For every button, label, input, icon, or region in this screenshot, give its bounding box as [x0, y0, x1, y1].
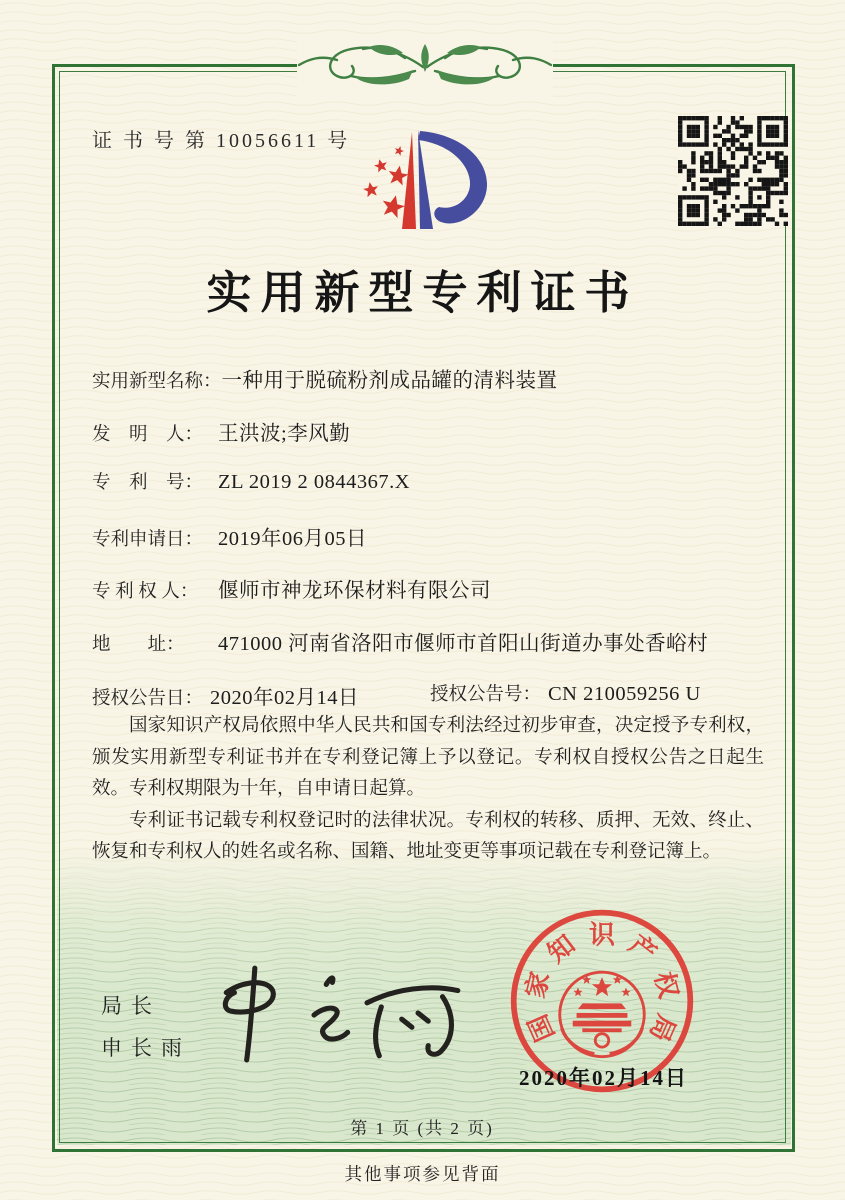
legal-paragraph: 国家知识产权局依照中华人民共和国专利法经过初步审查，决定授予专利权，颁发实用新型专利证书并在专利登记簿上予以登记。专利权自授权公告之日起生效。专利权期限为十年，自申请日起算。: [92, 716, 764, 799]
grant-number-pair: [430, 680, 701, 706]
grant-date-pair: [92, 680, 359, 710]
cnipa-logo-icon: [352, 126, 494, 246]
seal-date: 2020年02月14日: [519, 1066, 688, 1090]
commissioner-name: 申长雨: [101, 1036, 191, 1060]
grant-number-label: 授权公告号：: [430, 685, 542, 705]
svg-text:局: 局: [643, 1010, 681, 1046]
field-value: 2019年06月05日: [218, 527, 367, 550]
svg-text:产: 产: [623, 929, 662, 969]
legal-text: [92, 711, 764, 869]
field-value: 王洪波;李风勤: [218, 422, 351, 445]
grant-date-label: 授权公告日：: [92, 689, 204, 709]
field-row: [92, 573, 782, 626]
field-value: 471000 河南省洛阳市偃师市首阳山街道办事处香峪村: [218, 632, 709, 655]
field-row: [92, 626, 782, 679]
legal-paragraph: 专利证书记载专利权登记时的法律状况。专利权的转移、质押、无效、终止、恢复和专利权人的姓名或名称、国籍、地址变更等事项记载在专利登记簿上。: [92, 810, 764, 862]
field-value: ZL 2019 2 0844367.X: [218, 471, 411, 493]
grant-date-value: 2020年02月14日: [210, 687, 359, 709]
field-row: [92, 363, 782, 416]
signature-icon: [212, 962, 467, 1064]
svg-text:知: 知: [542, 929, 581, 969]
field-row: [92, 521, 782, 574]
svg-text:识: 识: [589, 920, 615, 950]
svg-text:国: 国: [523, 1010, 561, 1046]
svg-text:权: 权: [648, 968, 684, 1002]
field-value: 偃师市神龙环保材料有限公司: [218, 580, 491, 602]
qr-code: [678, 116, 788, 226]
svg-text:家: 家: [520, 968, 556, 1002]
top-flourish-ornament: [275, 36, 575, 98]
field-label: 专 利 权 人：: [92, 582, 199, 602]
field-row: [92, 468, 782, 521]
commissioner-title: 局长: [101, 994, 161, 1018]
field-label: 发 明 人：: [92, 424, 204, 445]
certificate-title: 实用新型专利证书: [206, 268, 639, 318]
field-label: 地 址：: [92, 634, 185, 655]
page-number: 第 1 页 (共 2 页): [350, 1119, 494, 1138]
field-value: 一种用于脱硫粉剂成品罐的清料装置: [221, 370, 558, 392]
back-side-note: 其他事项参见背面: [344, 1164, 501, 1184]
grant-row: [92, 680, 792, 710]
certificate-number: 证 书 号 第 10056611 号: [92, 130, 351, 152]
grant-number-value: CN 210059256 U: [548, 683, 701, 705]
field-label: 专 利 号：: [92, 473, 204, 493]
field-row: [92, 416, 782, 469]
field-list: [92, 363, 782, 678]
field-label: 专利申请日：: [92, 529, 204, 550]
field-label: 实用新型名称：: [92, 372, 222, 392]
